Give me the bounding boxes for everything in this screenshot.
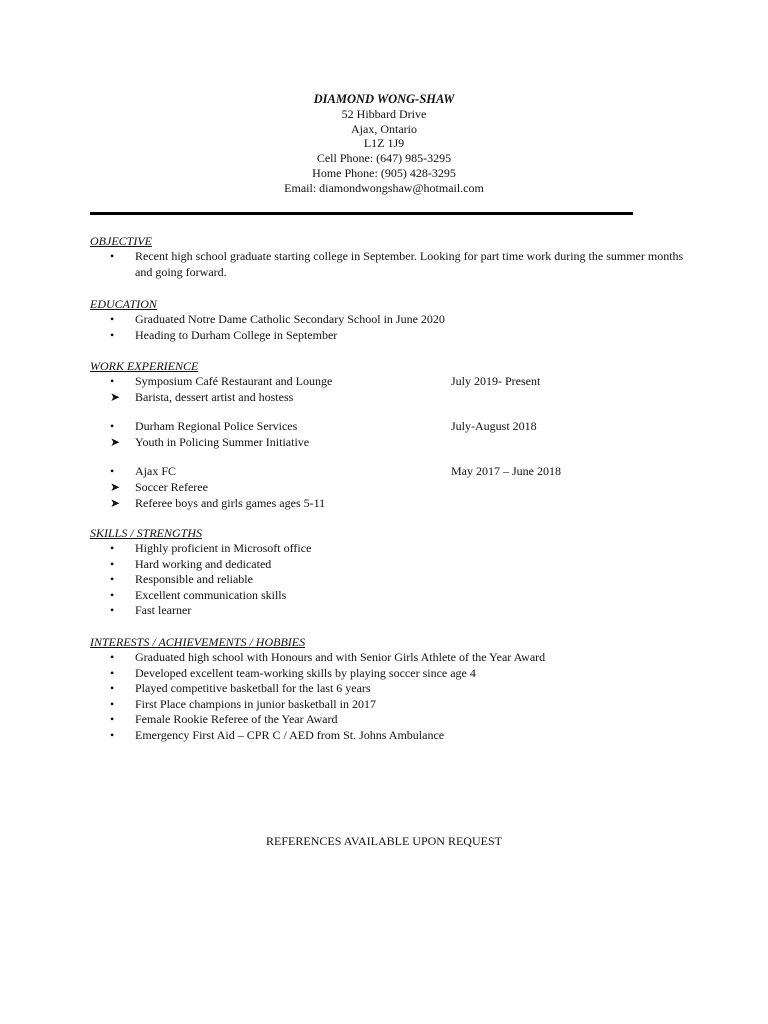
job-detail — [90, 390, 690, 406]
list-item — [90, 541, 690, 557]
list-item — [90, 681, 690, 697]
list-item — [90, 312, 690, 328]
bullet-marker: • — [110, 587, 115, 602]
interest-item: Played competitive basketball for the last 6 years — [135, 681, 371, 696]
list-item — [90, 249, 695, 280]
list-item — [90, 557, 690, 573]
list-item — [90, 603, 690, 619]
skill-item: Highly proficient in Microsoft office — [135, 541, 312, 555]
list-item — [90, 728, 690, 744]
education-item: Heading to Durham College in September — [135, 327, 338, 342]
arrow-marker: ➤ — [110, 434, 121, 449]
interest-item: First Place champions in junior basketball in 2017 — [135, 696, 376, 711]
bullet-marker: • — [110, 696, 115, 711]
list-item — [90, 572, 690, 588]
job-dates: May 2017 – June 2018 — [451, 464, 561, 479]
employer-name: Durham Regional Police Services — [135, 419, 298, 434]
objective-section — [90, 233, 690, 280]
list-item — [90, 712, 690, 728]
job-dates: July-August 2018 — [451, 419, 537, 434]
bullet-marker: • — [110, 650, 115, 664]
bullet-marker: • — [110, 374, 115, 388]
bullet-marker: • — [110, 681, 115, 696]
bullet-marker: • — [110, 249, 115, 263]
job-detail — [90, 480, 690, 496]
interest-item: Emergency First Aid – CPR C / AED from St. Johns Ambulance — [135, 727, 445, 742]
employer-name: Symposium Café Restaurant and Lounge — [135, 374, 333, 388]
work-section — [90, 358, 690, 511]
interest-item: Graduated high school with Honours and with Senior Girls Athlete of the Year Award — [135, 650, 546, 664]
arrow-marker: ➤ — [110, 479, 121, 494]
city-province: Ajax, Ontario — [351, 121, 417, 136]
job-employer — [90, 419, 690, 435]
job-employer — [90, 374, 690, 390]
job-detail — [90, 496, 690, 512]
home-phone: Home Phone: (905) 428-3295 — [312, 165, 456, 180]
interest-item: Developed excellent team-working skills by playing soccer since age 4 — [135, 665, 476, 680]
email: Email: diamondwongshaw@hotmail.com — [284, 180, 484, 195]
bullet-marker: • — [110, 327, 115, 342]
bullet-marker: • — [110, 712, 115, 727]
header-divider — [90, 212, 633, 215]
job-employer — [90, 464, 690, 480]
job-detail-text: Soccer Referee — [135, 479, 208, 494]
job-detail-text: Referee boys and girls games ages 5-11 — [135, 495, 326, 510]
list-item — [90, 588, 690, 604]
postal-code: L1Z 1J9 — [363, 136, 405, 151]
skill-item: Fast learner — [135, 603, 192, 618]
interests-title: INTERESTS / ACHIEVEMENTS / HOBBIES — [90, 635, 306, 649]
bullet-marker: • — [110, 419, 115, 434]
education-title: EDUCATION — [90, 297, 157, 311]
skill-item: Excellent communication skills — [135, 587, 287, 602]
list-item — [90, 697, 690, 713]
education-item: Graduated Notre Dame Catholic Secondary School in June 2020 — [135, 312, 445, 326]
interests-section — [90, 634, 690, 744]
bullet-marker: • — [110, 572, 115, 587]
references-note: REFERENCES AVAILABLE UPON REQUEST — [266, 834, 502, 848]
bullet-marker: • — [110, 312, 115, 326]
skill-item: Responsible and reliable — [135, 572, 253, 587]
applicant-name: DIAMOND WONG-SHAW — [313, 92, 455, 106]
objective-title: OBJECTIVE — [90, 234, 152, 248]
list-item — [90, 650, 690, 666]
bullet-marker: • — [110, 464, 115, 479]
work-title: WORK EXPERIENCE — [90, 359, 199, 373]
list-item — [90, 666, 690, 682]
job-detail-text: Youth in Policing Summer Initiative — [135, 434, 310, 449]
objective-text: Recent high school graduate starting college in September. Looking for part time work during the summer months and going forward. — [135, 249, 684, 279]
skills-title: SKILLS / STRENGTHS — [90, 526, 203, 540]
bullet-marker: • — [110, 727, 115, 742]
job-detail-text: Barista, dessert artist and hostess — [135, 389, 294, 404]
job-detail — [90, 435, 690, 451]
bullet-marker: • — [110, 556, 115, 571]
interest-item: Female Rookie Referee of the Year Award — [135, 712, 338, 727]
education-section — [90, 296, 690, 343]
bullet-marker: • — [110, 665, 115, 680]
cell-phone: Cell Phone: (647) 985-3295 — [316, 151, 452, 166]
list-item — [90, 328, 690, 344]
employer-name: Ajax FC — [135, 464, 177, 479]
job-dates: July 2019- Present — [451, 374, 541, 388]
skill-item: Hard working and dedicated — [135, 556, 272, 571]
contact-header — [0, 92, 768, 196]
bullet-marker: • — [110, 541, 115, 555]
arrow-marker: ➤ — [110, 389, 121, 404]
skills-section — [90, 525, 690, 619]
arrow-marker: ➤ — [110, 495, 121, 510]
bullet-marker: • — [110, 603, 115, 618]
street-address: 52 Hibbard Drive — [341, 106, 427, 121]
